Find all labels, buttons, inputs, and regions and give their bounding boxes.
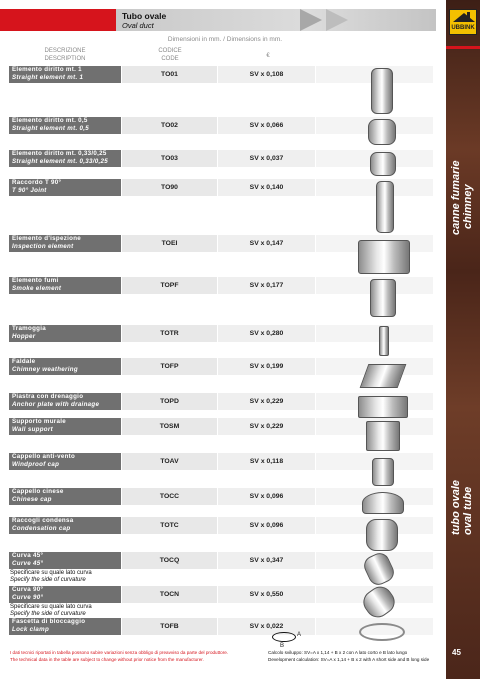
row-price: SV x 0,229	[218, 418, 315, 435]
brand-logo	[449, 9, 477, 35]
row-price: SV x 0,550	[218, 586, 315, 603]
row-description: Elemento diritto mt. 0,5 Straight element mt. 0,5	[9, 117, 121, 134]
row-code: TOSM	[122, 418, 217, 435]
row-price: SV x 0,066	[218, 117, 315, 134]
footer-disclaimer: I dati tecnici riportati in tabella possono subire variazioni senza obbligo di preavviso da parte del produttore. The technical data in the table are subject to change without prior notice from the manufacturer.	[10, 650, 229, 662]
curvature-note: Specificare su quale lato curva Specify the side of curvature	[10, 570, 92, 583]
row-price: SV x 0,140	[218, 179, 315, 196]
page-number: 45	[452, 648, 461, 657]
dimensions-label: Dimensioni in mm. / Dimensions in mm.	[167, 36, 283, 43]
header-arrow-icon	[300, 9, 322, 31]
logo-text: UBBINK	[451, 25, 475, 31]
chinese-cap-image	[362, 492, 404, 514]
row-price: SV x 0,096	[218, 517, 315, 534]
diagram-label-a: A	[297, 632, 302, 638]
row-description: Cappello cinese Chinese cap	[9, 488, 121, 505]
row-description: Curva 90° Curve 90°	[9, 586, 121, 603]
house-roof-icon	[453, 13, 475, 22]
row-code: TOEI	[122, 235, 217, 252]
row-price: SV x 0,118	[218, 453, 315, 470]
straight-element-1m-image	[371, 68, 393, 114]
row-price: SV x 0,147	[218, 235, 315, 252]
footer-calculation: Calcolo sviluppo: SV=A x 1,14 + B x 2 con A lato corto e B lato lungo Development calculation: SV=A x 1,14 + B x 2 with A short side and B long side	[268, 650, 430, 662]
windproof-cap-image	[372, 458, 394, 486]
row-code: TOTC	[122, 517, 217, 534]
row-code: TOCC	[122, 488, 217, 505]
category-oval-tube-it: tubo ovale	[450, 479, 462, 535]
row-description: Elemento diritto mt. 1 Straight element mt. 1	[9, 66, 121, 83]
row-price: SV x 0,037	[218, 150, 315, 167]
anchor-plate-image	[358, 396, 408, 418]
row-strip	[316, 325, 433, 342]
row-price: SV x 0,347	[218, 552, 315, 569]
row-description: Supporto murale Wall support	[9, 418, 121, 435]
row-price: SV x 0,229	[218, 393, 315, 410]
row-description: Raccogli condensa Condensation cap	[9, 517, 121, 534]
page-subtitle: Oval duct	[122, 21, 154, 30]
row-code: TOCQ	[122, 552, 217, 569]
condensation-cap-image	[366, 519, 398, 551]
row-price: SV x 0,022	[218, 618, 315, 635]
row-price: SV x 0,199	[218, 358, 315, 375]
table-row	[9, 453, 433, 470]
wall-support-image	[366, 421, 400, 451]
row-description: Cappello anti-vento Windproof cap	[9, 453, 121, 470]
row-code: TOTR	[122, 325, 217, 342]
inspection-element-image	[358, 240, 410, 274]
row-description: Tramoggia Hopper	[9, 325, 121, 342]
header-arrow-icon	[326, 9, 348, 31]
row-price: SV x 0,177	[218, 277, 315, 294]
hopper-image	[379, 326, 389, 356]
row-code: TO90	[122, 179, 217, 196]
row-code: TO03	[122, 150, 217, 167]
row-description: Elemento d'ispezione Inspection element	[9, 235, 121, 252]
category-side-band	[446, 0, 480, 679]
diagram-label-b: B	[280, 643, 285, 649]
column-header-code: CODICE CODE	[158, 48, 182, 62]
category-oval-tube-en: oval tube	[462, 486, 474, 535]
category-chimney-it: canne fumarie	[450, 160, 462, 235]
header-red-block	[0, 9, 116, 31]
row-code: TOFB	[122, 618, 217, 635]
row-price: SV x 0,096	[218, 488, 315, 505]
row-description: Elemento fumi Smoke element	[9, 277, 121, 294]
row-description: Piastra con drenaggio Anchor plate with drainage	[9, 393, 121, 410]
row-code: TOPD	[122, 393, 217, 410]
column-header-price: €	[266, 53, 270, 59]
row-price: SV x 0,280	[218, 325, 315, 342]
straight-element-033m-image	[370, 152, 396, 176]
lock-clamp-image	[359, 623, 405, 641]
smoke-element-image	[370, 279, 396, 317]
row-description: Elemento diritto mt. 0,33/0,25 Straight element mt. 0,33/0,25	[9, 150, 121, 167]
side-red-stripe	[446, 46, 480, 49]
row-code: TO01	[122, 66, 217, 83]
curvature-note: Specificare su quale lato curva Specify the side of curvature	[10, 604, 92, 617]
row-strip	[316, 179, 433, 196]
row-description: Fascetta di bloccaggio Lock clamp	[9, 618, 121, 635]
row-price: SV x 0,108	[218, 66, 315, 83]
row-description: Curva 45° Curve 45°	[9, 552, 121, 569]
row-code: TOCN	[122, 586, 217, 603]
table-row	[9, 325, 433, 342]
table-row	[9, 66, 433, 83]
column-header-description: DESCRIZIONE DESCRIPTION	[44, 48, 86, 62]
oval-section-diagram	[272, 632, 296, 642]
category-chimney-en: chimney	[462, 184, 474, 229]
chimney-weathering-image	[360, 364, 407, 388]
row-code: TOAV	[122, 453, 217, 470]
chimney-icon	[467, 12, 470, 19]
row-description: Faldale Chimney weathering	[9, 358, 121, 375]
row-code: TOFP	[122, 358, 217, 375]
page-title: Tubo ovale	[122, 11, 167, 21]
t-joint-image	[376, 181, 394, 233]
row-code: TO02	[122, 117, 217, 134]
row-code: TOPF	[122, 277, 217, 294]
table-row	[9, 179, 433, 196]
straight-element-05m-image	[368, 119, 396, 145]
row-description: Raccordo T 90° T 90° Joint	[9, 179, 121, 196]
